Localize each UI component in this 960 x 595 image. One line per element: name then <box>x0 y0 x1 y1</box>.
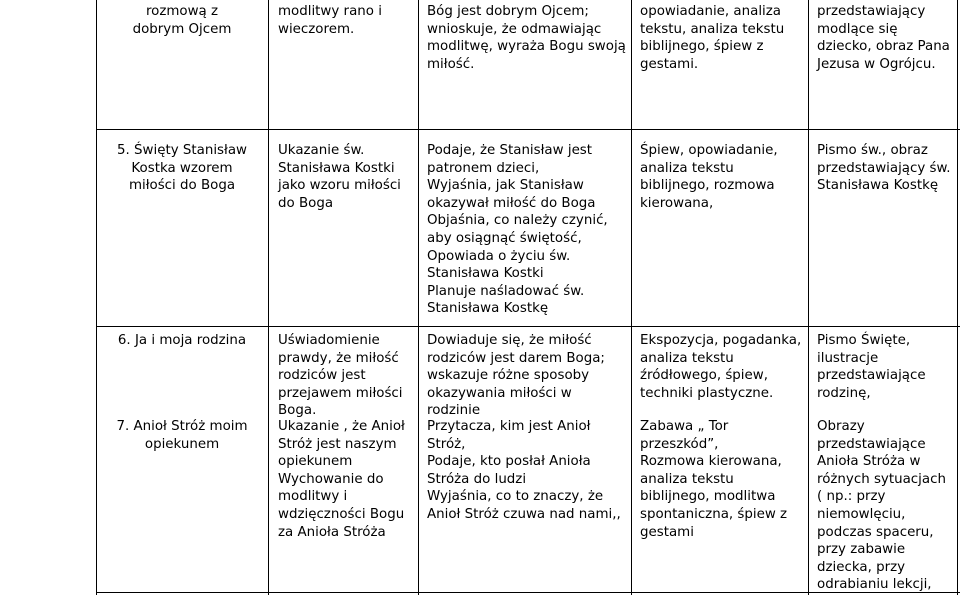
row1-outcomes: Bóg jest dobrym Ojcem; wnioskuje, że odmawiając modlitwę, wyraża Bogu swoją miłość. <box>427 4 626 72</box>
row2-methods: Śpiew, opowiadanie, analiza tekstu biblijnego, rozmowa kierowana, <box>640 143 778 211</box>
row2-goal: Ukazanie św. Stanisława Kostki jako wzoru miłości do Boga <box>278 143 401 211</box>
table-border-v3 <box>418 0 419 595</box>
table-border-v1 <box>96 0 97 595</box>
row4-goal: Ukazanie , że Anioł Stróż jest naszym opiekunem Wychowanie do modlitwy i wdzięczności Bogu za Anioła Stróża <box>278 419 405 540</box>
row3-goal: Uświadomienie prawdy, że miłość rodziców jest przejawem miłości Boga. <box>278 333 403 419</box>
table-border-h1 <box>96 129 960 130</box>
row1-methods: opowiadanie, analiza tekstu, analiza tekstu biblijnego, śpiew z gestami. <box>640 4 785 72</box>
row3-methods: Ekspozycja, pogadanka, analiza tekstu źródłowego, śpiew, techniki plastyczne. <box>640 333 802 401</box>
row4-materials: Obrazy przedstawiające Anioła Stróża w różnych sytuacjach ( np.: przy niemowlęciu, podczas spaceru, przy zabawie dziecka, przy odrabianiu lekcji, <box>817 419 946 593</box>
row4-outcomes: Przytacza, kim jest Anioł Stróż, Podaje, kto posłał Anioła Stróża do ludzi Wyjaśnia, co to znaczy, że Anioł Stróż czuwa nad nami,, <box>427 419 621 522</box>
table-border-v5 <box>808 0 809 595</box>
row1-goal: modlitwy rano i wieczorem. <box>278 4 382 37</box>
row1-topic: rozmową z dobrym Ojcem <box>132 4 232 37</box>
table-border-v6 <box>957 0 958 595</box>
table-border-v2 <box>268 0 269 595</box>
row3-outcomes: Dowiaduje się, że miłość rodziców jest darem Boga; wskazuje różne sposoby okazywania miłości w rodzinie <box>427 333 605 419</box>
row2-materials: Pismo św., obraz przedstawiający św. Stanisława Kostkę <box>817 143 951 194</box>
row2-topic: 5. Święty Stanisław Kostka wzorem miłości do Boga <box>117 143 247 194</box>
table-border-h2 <box>96 326 960 327</box>
row3-topic: 6. Ja i moja rodzina <box>117 333 247 348</box>
table-border-v4 <box>631 0 632 595</box>
row4-methods: Zabawa „ Tor przeszkód”, Rozmowa kierowana, analiza tekstu biblijnego, modlitwa spontaniczna, śpiew z gestami <box>640 419 788 540</box>
row1-materials: przedstawiający modlące się dziecko, obraz Pana Jezusa w Ogrójcu. <box>817 4 950 72</box>
row4-topic: 7. Anioł Stróż moim opiekunem <box>116 419 248 452</box>
row3-materials: Pismo Święte, ilustracje przedstawiające rodzinę, <box>817 333 926 401</box>
row2-outcomes: Podaje, że Stanisław jest patronem dzieci, Wyjaśnia, jak Stanisław okazywał miłość do Boga Objaśnia, co należy czynić, aby osiągnąć świętość, Opowiada o życiu św. Stanisława Kostki Planuje naśladować św. Stanisława Kostkę <box>427 143 608 317</box>
